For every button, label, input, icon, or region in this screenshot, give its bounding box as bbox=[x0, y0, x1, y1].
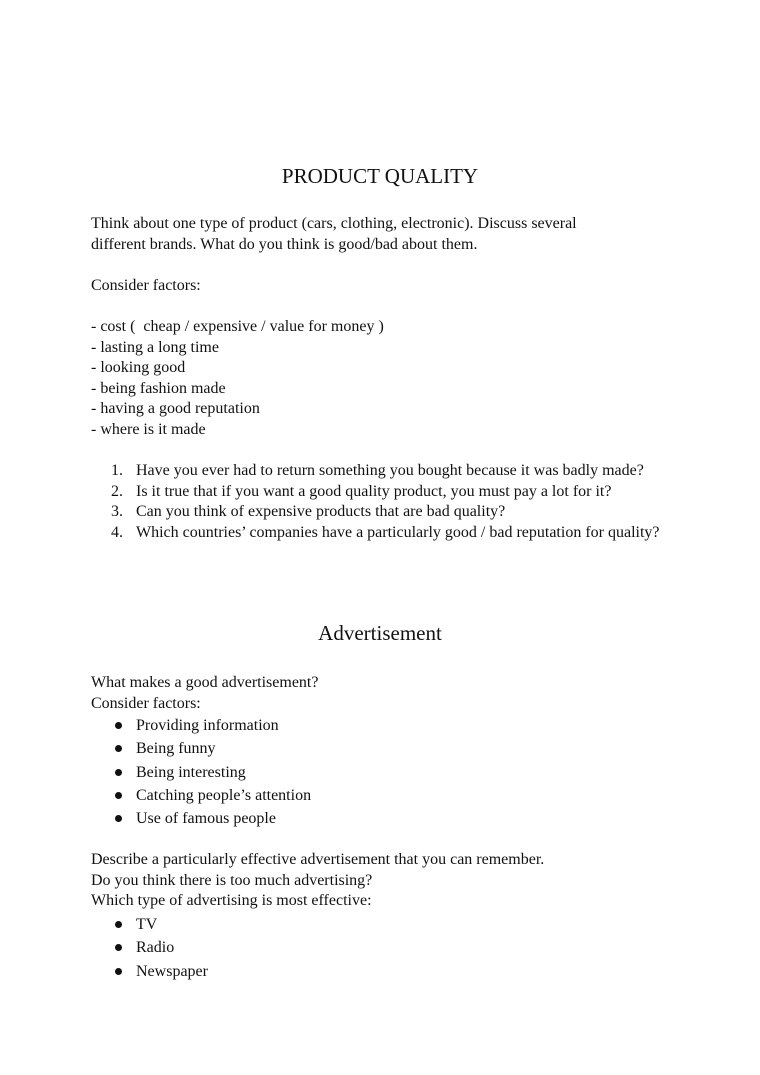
which-type-text: Which type of advertising is most effective: bbox=[91, 892, 372, 910]
product-factors-list bbox=[91, 317, 681, 441]
question-item bbox=[91, 461, 681, 482]
question-text: Can you think of expensive products that are bad quality? bbox=[136, 503, 506, 521]
ad-type-text: TV bbox=[136, 916, 158, 933]
ad-type-text: Radio bbox=[136, 939, 175, 957]
ad-factor-text: Providing information bbox=[136, 717, 279, 734]
question-text: Have you ever had to return something you bought because it was badly made? bbox=[136, 462, 644, 479]
question-text: Is it true that if you want a good quality product, you must pay a lot for it? bbox=[136, 482, 612, 500]
question-number: 4. bbox=[111, 523, 123, 541]
question-number: 1. bbox=[111, 462, 123, 479]
intro-line: different brands. What do you think is good/bad about them. bbox=[91, 235, 478, 253]
factor-item: - where is it made bbox=[91, 420, 206, 438]
ad-factor-item bbox=[91, 784, 681, 807]
factor-item: - cost ( cheap / expensive / value for money ) bbox=[91, 318, 384, 335]
bullet-icon bbox=[115, 815, 122, 822]
describe-text: Describe a particularly effective advertisement that you can remember. bbox=[91, 851, 545, 868]
ad-type-text: Newspaper bbox=[136, 962, 208, 980]
ad-type-item bbox=[91, 936, 681, 959]
question-item bbox=[91, 482, 681, 503]
consider-factors-label: Consider factors: bbox=[91, 277, 201, 294]
question-item bbox=[91, 502, 681, 523]
intro-paragraph bbox=[91, 214, 681, 255]
questions-list bbox=[91, 461, 681, 543]
ad-factor-item bbox=[91, 761, 681, 784]
factor-item: - being fashion made bbox=[91, 379, 226, 397]
ad-question: What makes a good advertisement? bbox=[91, 674, 319, 691]
ad-type-item bbox=[91, 960, 681, 983]
ad-factor-text: Use of famous people bbox=[136, 810, 276, 828]
ad-discussion bbox=[91, 850, 681, 912]
bullet-icon bbox=[115, 968, 122, 975]
bullet-icon bbox=[115, 745, 122, 752]
ad-factor-text: Catching people’s attention bbox=[136, 786, 312, 804]
factor-item: - looking good bbox=[91, 359, 186, 377]
too-much-text: Do you think there is too much advertising? bbox=[91, 871, 373, 889]
bullet-icon bbox=[115, 921, 122, 928]
page-title: PRODUCT QUALITY bbox=[281, 164, 479, 188]
ad-consider-label: Consider factors: bbox=[91, 695, 201, 712]
ad-factor-item bbox=[91, 807, 681, 830]
ad-factor-item bbox=[91, 714, 681, 737]
factor-item: - having a good reputation bbox=[91, 400, 260, 418]
ad-factor-item bbox=[91, 737, 681, 760]
bullet-icon bbox=[115, 722, 122, 729]
ad-consider bbox=[91, 694, 681, 715]
question-number: 3. bbox=[111, 503, 123, 521]
bullet-icon bbox=[115, 944, 122, 951]
ad-factor-text: Being funny bbox=[136, 740, 216, 758]
question-number: 2. bbox=[111, 482, 123, 500]
intro-line: Think about one type of product (cars, clothing, electronic). Discuss several bbox=[91, 215, 577, 232]
ad-factor-text: Being interesting bbox=[136, 763, 246, 781]
question-item bbox=[91, 523, 681, 544]
ad-type-item bbox=[91, 913, 681, 936]
section-title: Advertisement bbox=[318, 621, 442, 645]
ad-types-list bbox=[91, 913, 681, 983]
question-text: Which countries’ companies have a particularly good / bad reputation for quality? bbox=[136, 523, 660, 541]
bullet-icon bbox=[115, 792, 122, 799]
ad-factors-list bbox=[91, 714, 681, 830]
bullet-icon bbox=[115, 769, 122, 776]
ad-intro bbox=[91, 673, 681, 694]
factor-item: - lasting a long time bbox=[91, 338, 219, 356]
